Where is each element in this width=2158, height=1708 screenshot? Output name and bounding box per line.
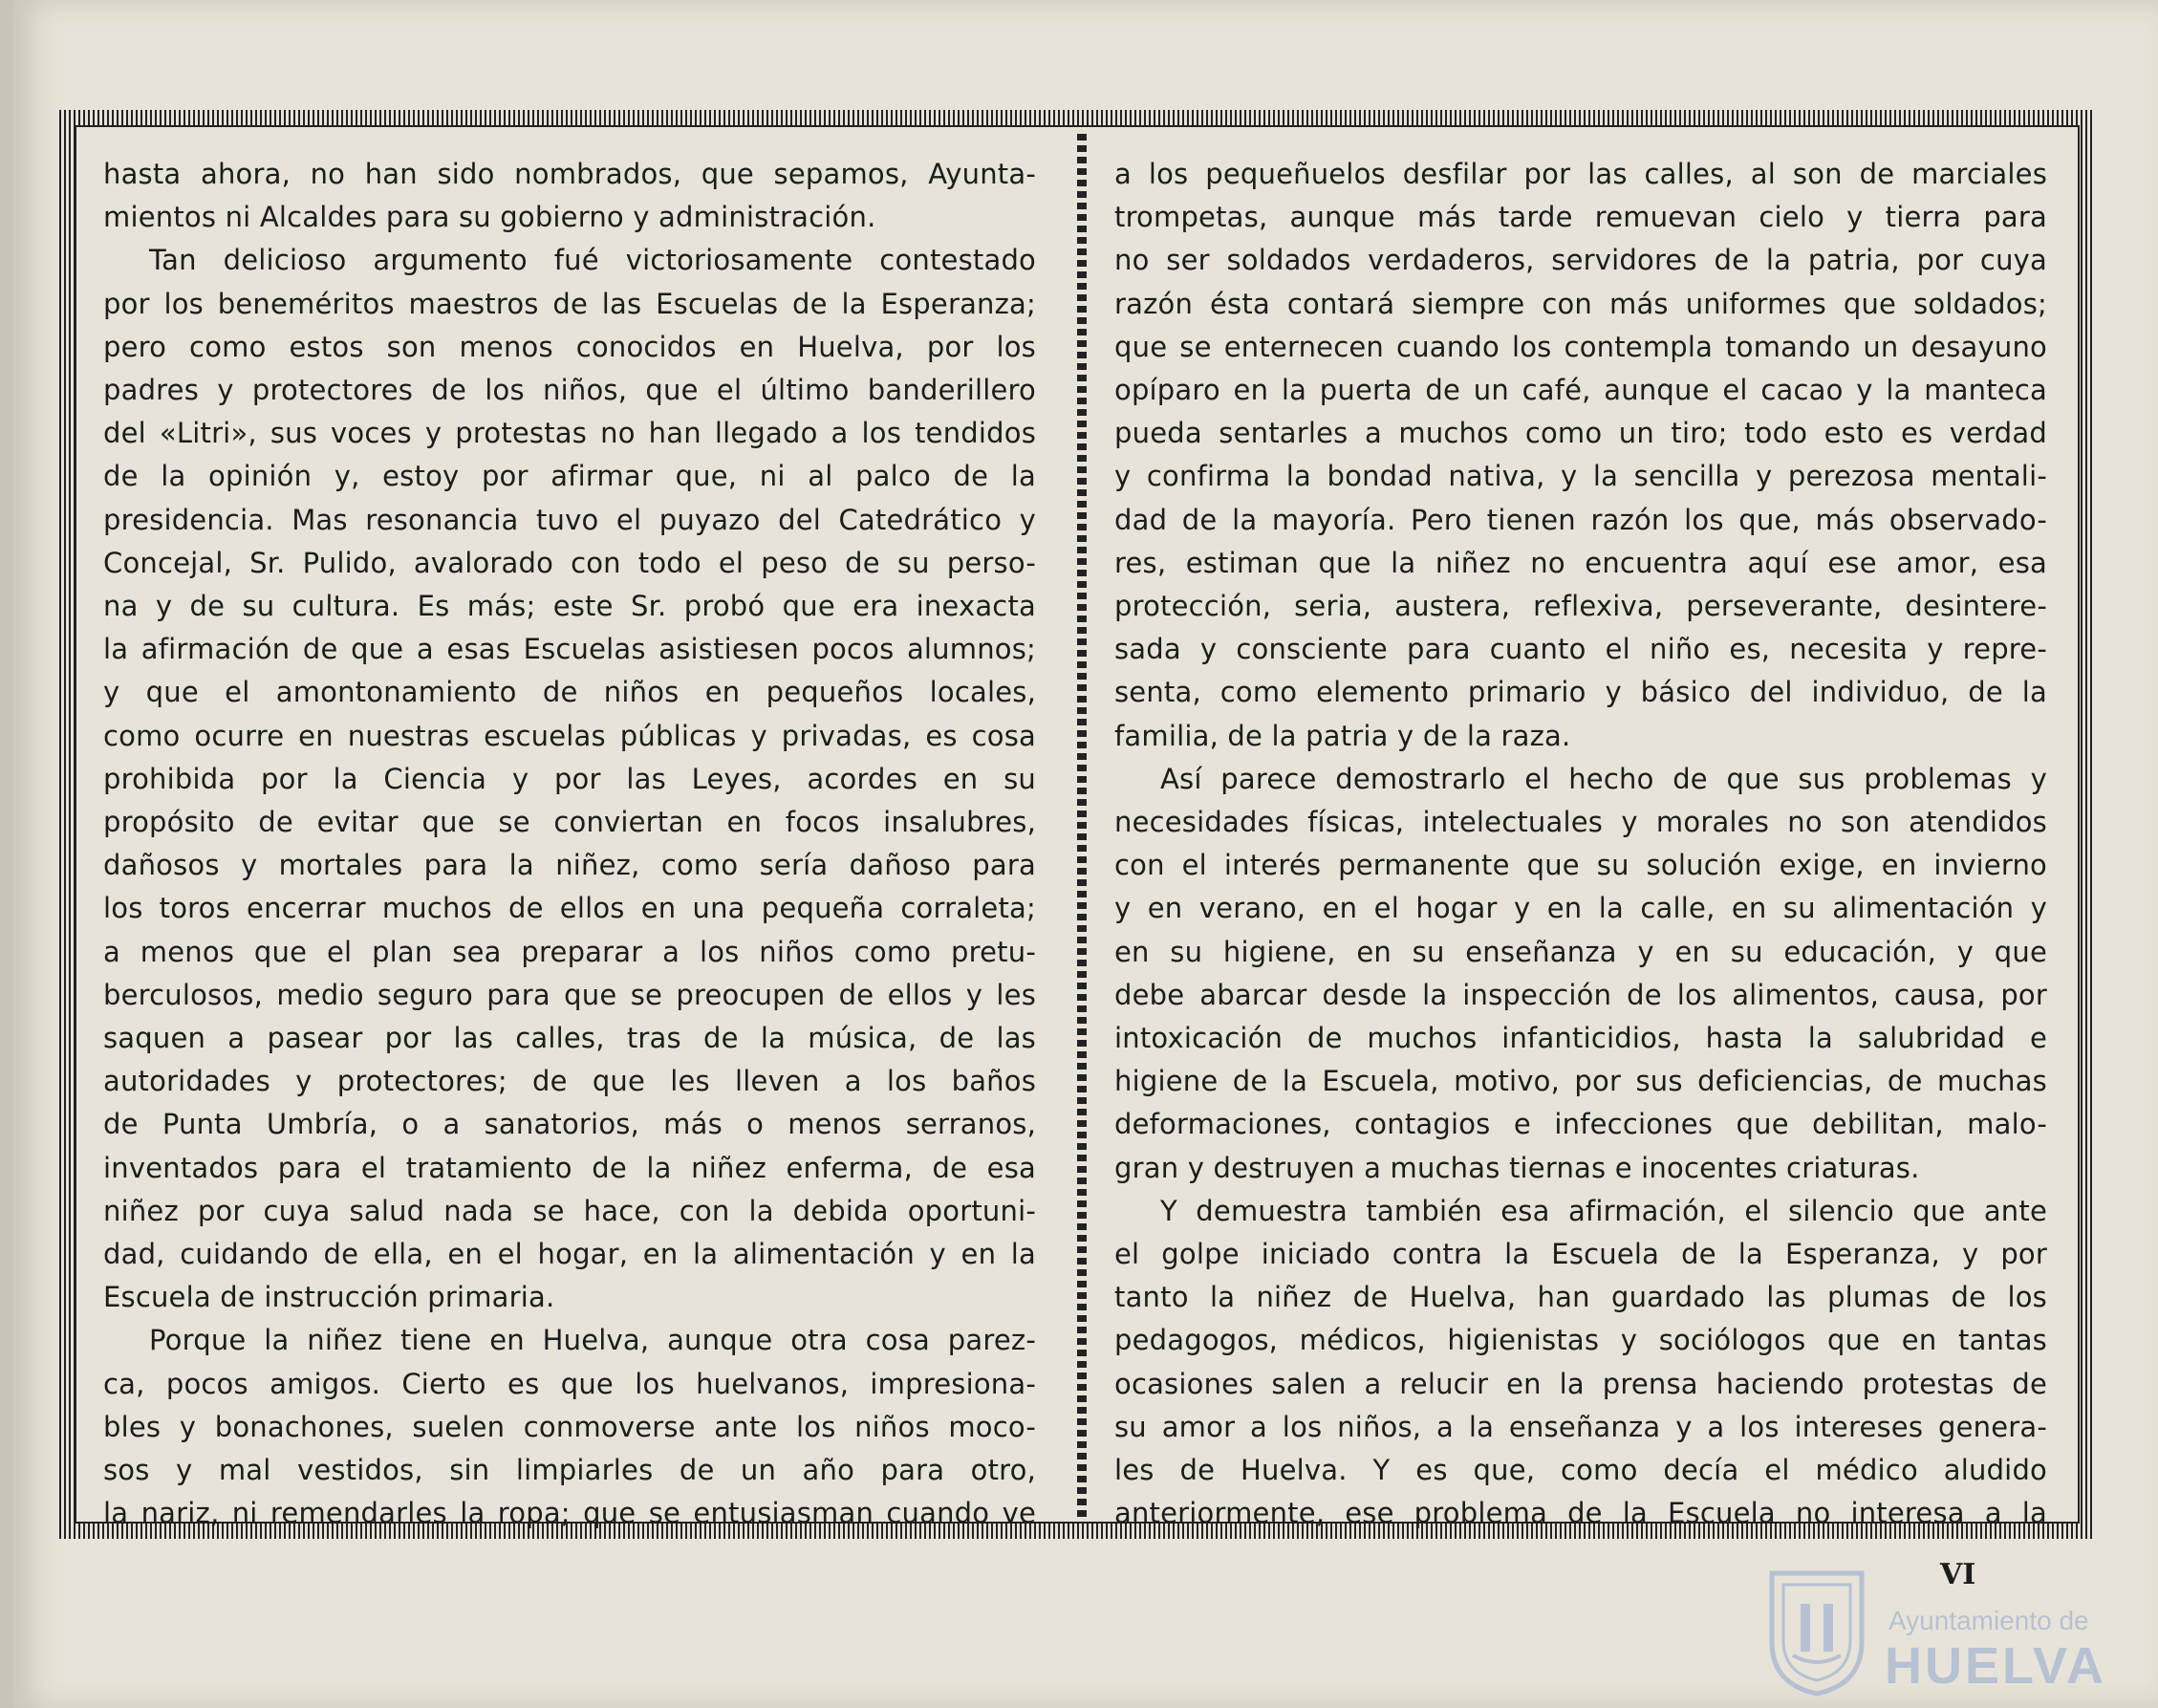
text-line: protección, seria, austera, reflexiva, perseverante, desintere- [1114,590,2047,623]
text-line: bles y bonachones, suelen conmoverse ante los niños moco- [103,1410,1036,1443]
text-line: berculosos, medio seguro para que se preocupen de ellos y les [103,978,1036,1011]
text-line: deformaciones, contagios e infecciones que debilitan, malo- [1114,1108,2047,1141]
text-line: y que el amontonamiento de niños en pequeños locales, [103,676,1036,709]
text-line: su amor a los niños, a la enseñanza y a los intereses genera- [1114,1410,2047,1443]
text-line: gran y destruyen a muchas tiernas e inocentes criaturas. [1114,1151,1920,1184]
text-line: debe abarcar desde la inspección de los alimentos, causa, por [1114,978,2047,1011]
text-line: ocasiones salen a relucir en la prensa haciendo protestas de [1114,1367,2047,1400]
text-line: prohibida por la Ciencia y por las Leyes, acordes en su [103,762,1036,795]
text-line: mientos ni Alcaldes para su gobierno y administración. [103,201,876,234]
text-line: les de Huelva. Y es que, como decía el médico aludido [1114,1454,2047,1487]
text-line: que se enternecen cuando los contempla tomando un desayuno [1114,330,2047,363]
paragraph [1114,153,2047,758]
text-line: la nariz, ni remendarles la ropa; que se entusiasman cuando ve [103,1497,1036,1530]
text-line: y en verano, en el hogar y en la calle, en su alimentación y [1114,892,2047,925]
text-line: pedagogos, médicos, higienistas y sociólogos que en tantas [1114,1324,2047,1357]
paragraph [103,1319,1036,1535]
text-line: res, estiman que la niñez no encuentra aquí ese amor, esa [1114,546,2047,579]
text-line: niñez por cuya salud nada se hace, con la debida oportuni- [103,1194,1036,1227]
text-line: con el interés permanente que su solución exige, en invierno [1114,849,2047,882]
text-line: dañosos y mortales para la niñez, como sería dañoso para [103,849,1036,882]
text-line: trompetas, aunque más tarde remuevan cielo y tierra para [1114,201,2047,234]
text-line: a menos que el plan sea preparar a los niños como pretu- [103,935,1036,968]
text-line: del «Litri», sus voces y protestas no han llegado a los tendidos [103,417,1036,450]
text-line: pueda sentarles a muchos como un tiro; todo esto es verdad [1114,417,2047,450]
text-line: Y demuestra también esa afirmación, el silencio que ante [1160,1194,2047,1227]
text-line: inventados para el tratamiento de la niñez enferma, de esa [103,1151,1036,1184]
text-line: anteriormente, ese problema de la Escuela no interesa a la [1114,1497,2047,1530]
text-line: a los pequeñuelos desfilar por las calles, al son de marciales [1114,158,2047,190]
text-line: tanto la niñez de Huelva, han guardado las plumas de los [1114,1281,2047,1314]
left-column [103,153,1036,1536]
text-line: intoxicación de muchos infanticidios, hasta la salubridad e [1114,1022,2047,1055]
text-line: Tan delicioso argumento fué victoriosamente contestado [149,244,1036,277]
text-line: dad, cuidando de ella, en el hogar, en la alimentación y en la [103,1238,1036,1271]
text-line: como ocurre en nuestras escuelas públicas y privadas, es cosa [103,719,1036,752]
text-line: Escuela de instrucción primaria. [103,1281,555,1314]
column-divider [1077,134,1087,1518]
paragraph [1114,1190,2047,1536]
text-line: el golpe iniciado contra la Escuela de la Esperanza, y por [1114,1238,2047,1271]
text-line: dad de la mayoría. Pero tienen razón los que, más observado- [1114,503,2047,536]
text-line: saquen a pasear por las calles, tras de la música, de las [103,1022,1036,1055]
text-line: ca, pocos amigos. Cierto es que los huelvanos, impresiona- [103,1367,1036,1400]
text-line: razón ésta contará siempre con más uniformes que soldados; [1114,287,2047,320]
text-line: y confirma la bondad nativa, y la sencilla y perezosa mentali- [1114,460,2047,493]
paragraph [103,153,1036,239]
text-line: los toros encerrar muchos de ellos en una pequeña corraleta; [103,892,1036,925]
text-line: de la opinión y, estoy por afirmar que, ni al palco de la [103,460,1036,493]
text-line: opíparo en la puerta de un café, aunque el cacao y la manteca [1114,374,2047,407]
text-line: hasta ahora, no han sido nombrados, que sepamos, Ayunta- [103,158,1036,190]
watermark [1764,1564,2127,1697]
text-line: na y de su cultura. Es más; este Sr. probó que era inexacta [103,590,1036,623]
text-line: autoridades y protectores; de que les lleven a los baños [103,1065,1036,1098]
text-line: no ser soldados verdaderos, servidores de la patria, por cuya [1114,244,2047,277]
watermark-line2: HUELVA [1885,1637,2106,1695]
page-number: VI [1940,1558,1976,1591]
text-line: presidencia. Mas resonancia tuvo el puyazo del Catedrático y [103,503,1036,536]
text-line: Así parece demostrarlo el hecho de que sus problemas y [1160,762,2047,795]
text-line: familia, de la patria y de la raza. [1114,719,1571,752]
text-line: por los beneméritos maestros de las Escuelas de la Esperanza; [103,287,1036,320]
text-line: pero como estos son menos conocidos en Huelva, por los [103,330,1036,363]
shield-logo-icon [1764,1564,1869,1697]
paragraph [103,239,1036,1319]
text-line: la afirmación de que a esas Escuelas asistiesen pocos alumnos; [103,633,1036,666]
text-line: padres y protectores de los niños, que el último banderillero [103,374,1036,407]
paragraph [1114,758,2047,1190]
text-line: sos y mal vestidos, sin limpiarles de un año para otro, [103,1454,1036,1487]
text-line: propósito de evitar que se conviertan en focos insalubres, [103,806,1036,839]
text-line: senta, como elemento primario y básico del individuo, de la [1114,676,2047,709]
right-column [1114,153,2047,1536]
text-line: Concejal, Sr. Pulido, avalorado con todo el peso de su perso- [103,546,1036,579]
text-line: de Punta Umbría, o a sanatorios, más o menos serranos, [103,1108,1036,1141]
text-line: Porque la niñez tiene en Huelva, aunque otra cosa parez- [149,1324,1036,1357]
text-line: sada y consciente para cuanto el niño es, necesita y repre- [1114,633,2047,666]
text-line: necesidades físicas, intelectuales y morales no son atendidos [1114,806,2047,839]
text-line: higiene de la Escuela, motivo, por sus deficiencias, de muchas [1114,1065,2047,1098]
text-line: en su higiene, en su enseñanza y en su educación, y que [1114,935,2047,968]
watermark-line1: Ayuntamiento de [1888,1606,2089,1635]
